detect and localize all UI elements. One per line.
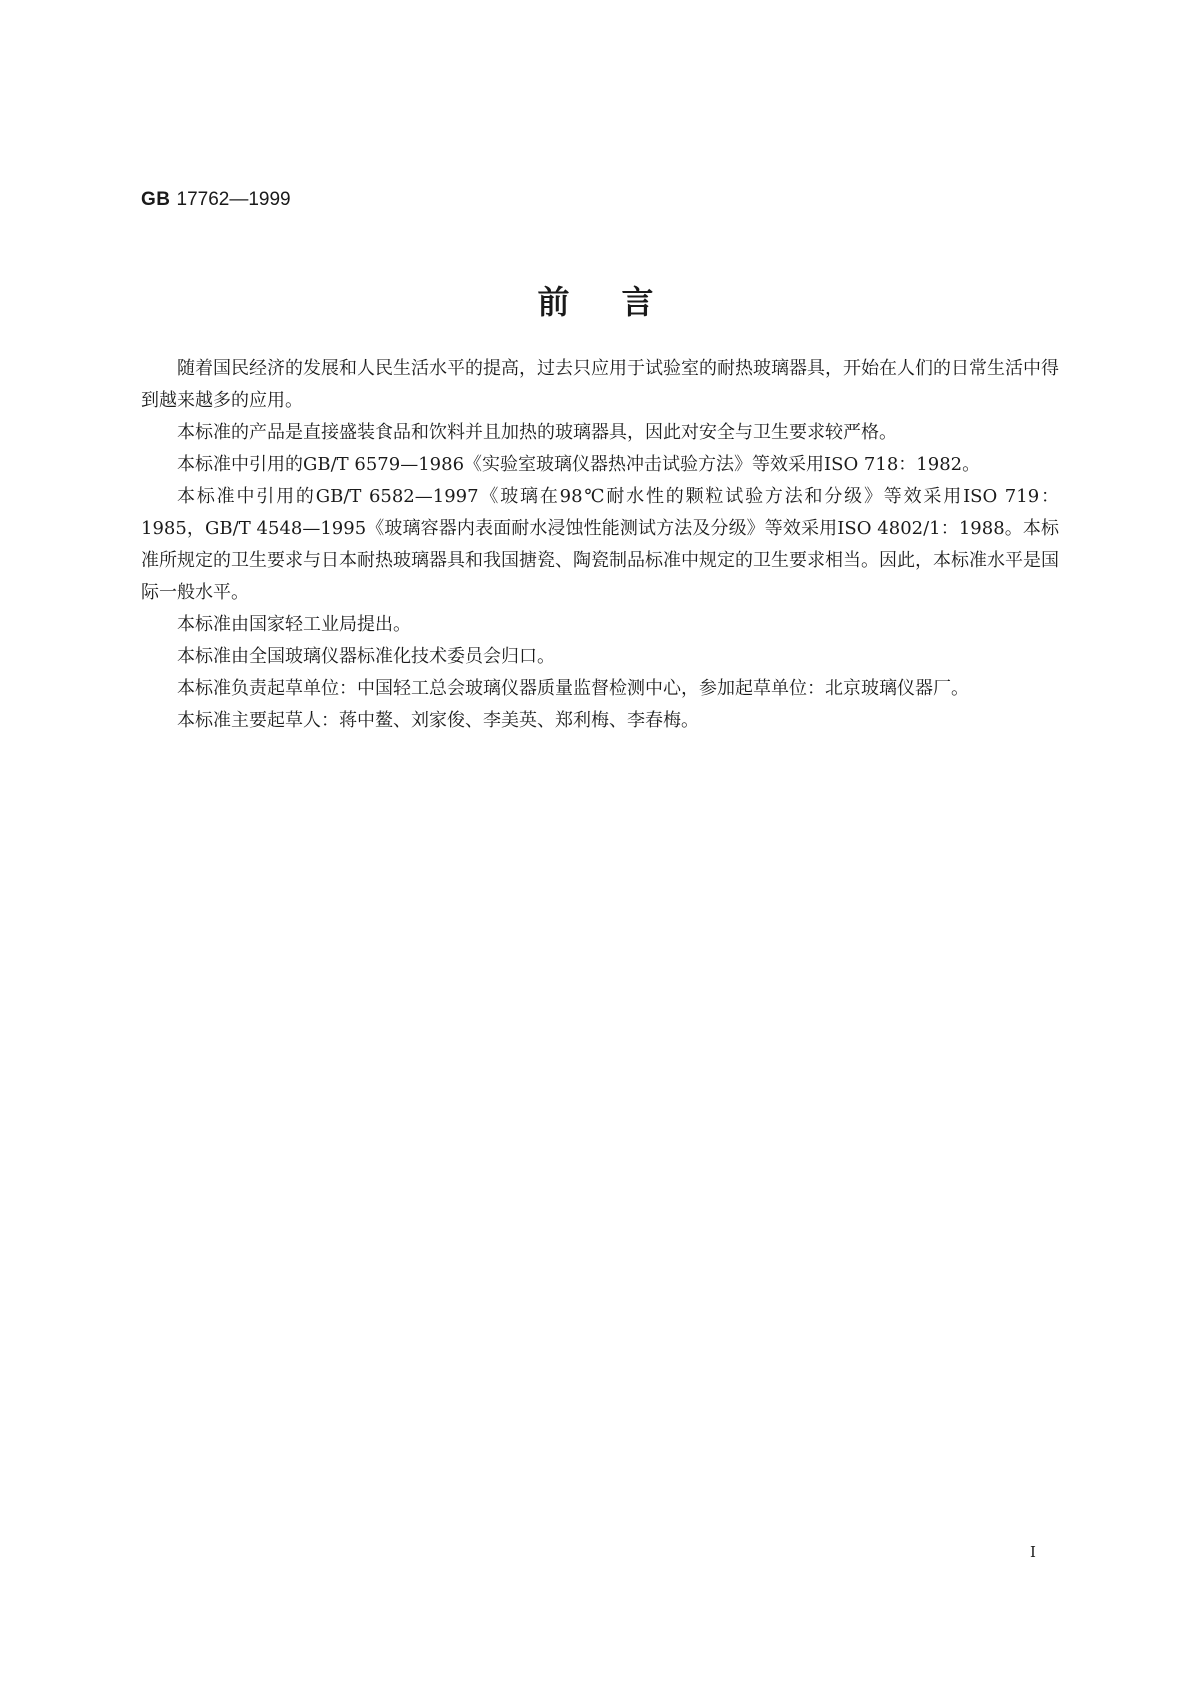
- standard-code-number: 17762—1999: [176, 189, 291, 210]
- foreword-paragraph: 本标准由国家轻工业局提出。: [177, 614, 411, 635]
- foreword-paragraph: 随着国民经济的发展和人民生活水平的提高，过去只应用于试验室的耐热玻璃器具，开始在人们的日常生活中得到越来越多的应用。: [141, 358, 1059, 411]
- foreword-paragraph: 本标准中引用的GB/T 6579—1986《实验室玻璃仪器热冲击试验方法》等效采用ISO 718：1982。: [177, 454, 981, 475]
- foreword-paragraph: 本标准由全国玻璃仪器标准化技术委员会归口。: [177, 646, 555, 667]
- foreword-body: [141, 353, 1059, 737]
- foreword-paragraph: 本标准的产品是直接盛装食品和饮料并且加热的玻璃器具，因此对安全与卫生要求较严格。: [177, 422, 897, 443]
- foreword-paragraph: 本标准负责起草单位：中国轻工总会玻璃仪器质量监督检测中心，参加起草单位：北京玻璃仪器厂。: [177, 678, 969, 699]
- standard-code-header: [141, 188, 291, 212]
- foreword-paragraph: 本标准主要起草人：蒋中鳌、刘家俊、李美英、郑利梅、李春梅。: [177, 710, 699, 731]
- standard-code-prefix: GB: [141, 189, 171, 210]
- foreword-paragraph: 本标准中引用的GB/T 6582—1997《玻璃在98℃耐水性的颗粒试验方法和分级》等效采用ISO 719：1985，GB/T 4548—1995《玻璃容器内表面耐水浸蚀性能测试方法及分级》等效采用ISO 4802/1：1988。本标准所规定的卫生要求与日本耐热玻璃器具和我国搪瓷、陶瓷制品标准中规定的卫生要求相当。因此，本标准水平是国际一般水平。: [141, 486, 1059, 603]
- page-title: 前言: [537, 283, 706, 321]
- page-number: Ⅰ: [1030, 1543, 1036, 1561]
